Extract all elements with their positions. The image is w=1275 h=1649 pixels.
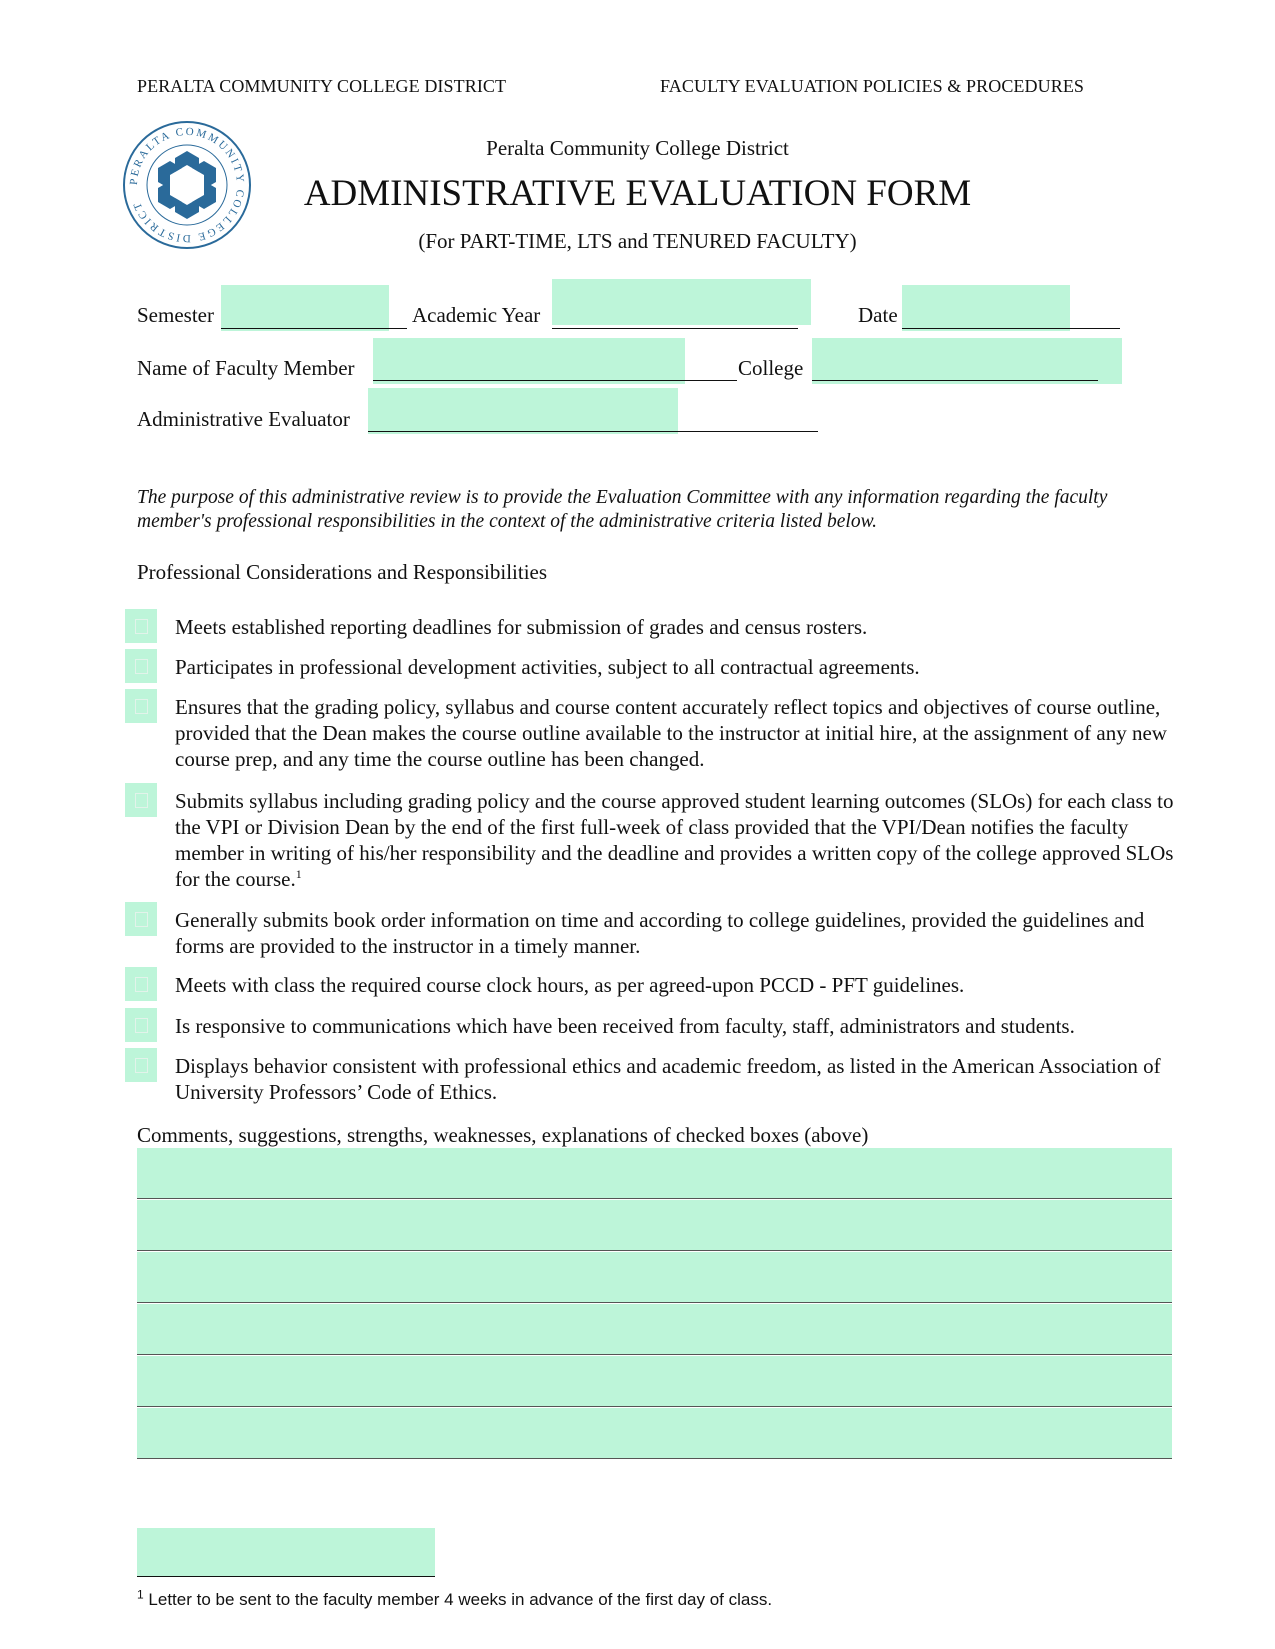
college-underline — [812, 380, 1098, 381]
criterion-item-with-footnote — [175, 788, 1185, 892]
section-title: Professional Considerations and Responsibilities — [137, 560, 548, 584]
date-underline — [902, 328, 1120, 329]
academic-year-field[interactable] — [552, 279, 811, 325]
purpose-statement: The purpose of this administrative review is to provide the Evaluation Committee with any information regarding the faculty member's professional responsibilities in the context of the administrative criteria listed below. — [137, 487, 1108, 532]
comments-label: Comments, suggestions, strengths, weaknesses, explanations of checked boxes (above) — [137, 1123, 869, 1147]
form-subtitle: (For PART-TIME, LTS and TENURED FACULTY) — [418, 229, 857, 253]
semester-underline — [221, 328, 407, 329]
item-checkbox-3[interactable] — [125, 689, 157, 723]
date-field[interactable] — [902, 285, 1070, 331]
academic-year-label: Academic Year — [412, 303, 541, 327]
faculty-member-label: Name of Faculty Member — [137, 356, 355, 380]
footnote-text: Letter to be sent to the faculty member 4 weeks in advance of the first day of class. — [148, 1590, 773, 1609]
comment-rule — [137, 1302, 1172, 1303]
comment-line-3[interactable] — [137, 1252, 1172, 1302]
comment-rule — [137, 1198, 1172, 1199]
running-header-left: PERALTA COMMUNITY COLLEGE DISTRICT — [137, 76, 507, 96]
footnote-reference: 1 — [295, 867, 302, 881]
footnote-mark: 1 — [137, 1587, 144, 1602]
item-checkbox-4[interactable] — [125, 783, 157, 817]
item-checkbox-1[interactable] — [125, 609, 157, 643]
item-checkbox-8[interactable] — [125, 1048, 157, 1082]
semester-label: Semester — [137, 303, 214, 327]
comment-line-1[interactable] — [137, 1148, 1172, 1198]
criterion-item: Generally submits book order information on time and according to college guidelines, provided the guidelines and forms are provided to the instructor in a timely manner. — [175, 908, 1145, 958]
comment-line-6[interactable] — [137, 1408, 1172, 1458]
comment-rule — [137, 1250, 1172, 1251]
criterion-item: Is responsive to communications which have been received from faculty, staff, administrators and students. — [175, 1014, 1075, 1038]
criterion-item: Meets established reporting deadlines for submission of grades and census rosters. — [175, 615, 868, 639]
org-name: Peralta Community College District — [486, 136, 789, 160]
footnote — [137, 1587, 773, 1610]
item-checkbox-6[interactable] — [125, 967, 157, 1001]
evaluator-underline — [368, 431, 818, 432]
footnote-separator — [137, 1576, 435, 1577]
comment-rule — [137, 1406, 1172, 1407]
criterion-item: Participates in professional development activities, subject to all contractual agreements. — [175, 655, 920, 679]
evaluator-label: Administrative Evaluator — [137, 407, 350, 431]
comment-rule — [137, 1458, 1172, 1459]
criterion-item: Meets with class the required course clock hours, as per agreed-upon PCCD - PFT guidelines. — [175, 973, 965, 997]
item-checkbox-5[interactable] — [125, 902, 157, 936]
faculty-member-underline — [373, 380, 737, 381]
academic-year-underline — [552, 328, 798, 329]
comment-rule — [137, 1354, 1172, 1355]
college-label: College — [738, 356, 804, 380]
signature-field[interactable] — [137, 1528, 435, 1576]
logo-ring-text: PERALTA COMMUNITY COLLEGE DISTRICT — [127, 125, 247, 245]
date-label: Date — [858, 303, 898, 327]
evaluator-field[interactable] — [368, 388, 678, 434]
running-header-right: FACULTY EVALUATION POLICIES & PROCEDURES — [660, 76, 1085, 96]
item-checkbox-2[interactable] — [125, 649, 157, 683]
criterion-item: Displays behavior consistent with professional ethics and academic freedom, as listed in the American Association of University Professors’ Code of Ethics. — [175, 1054, 1161, 1104]
comment-line-4[interactable] — [137, 1304, 1172, 1354]
faculty-member-field[interactable] — [373, 338, 685, 384]
form-title: ADMINISTRATIVE EVALUATION FORM — [303, 173, 972, 214]
criterion-text: Submits syllabus including grading policy and the course approved student learning outcomes (SLOs) for each class to the VPI or Division Dean by the end of the first full-week of class provided that the VPI/Dean notifies the faculty member in writing of his/her responsibility and the deadline and provides a written copy of the college approved SLOs for the course. — [175, 789, 1174, 891]
item-checkbox-7[interactable] — [125, 1008, 157, 1042]
criterion-item: Ensures that the grading policy, syllabus and course content accurately reflect topics and objectives of course outline, provided that the Dean makes the course outline available to the instructor at initial hire, at the assignment of any new course prep, and any time the course outline has been changed. — [175, 695, 1167, 771]
comment-line-2[interactable] — [137, 1200, 1172, 1250]
semester-field[interactable] — [221, 285, 389, 331]
college-field[interactable] — [812, 338, 1122, 384]
comment-line-5[interactable] — [137, 1356, 1172, 1406]
